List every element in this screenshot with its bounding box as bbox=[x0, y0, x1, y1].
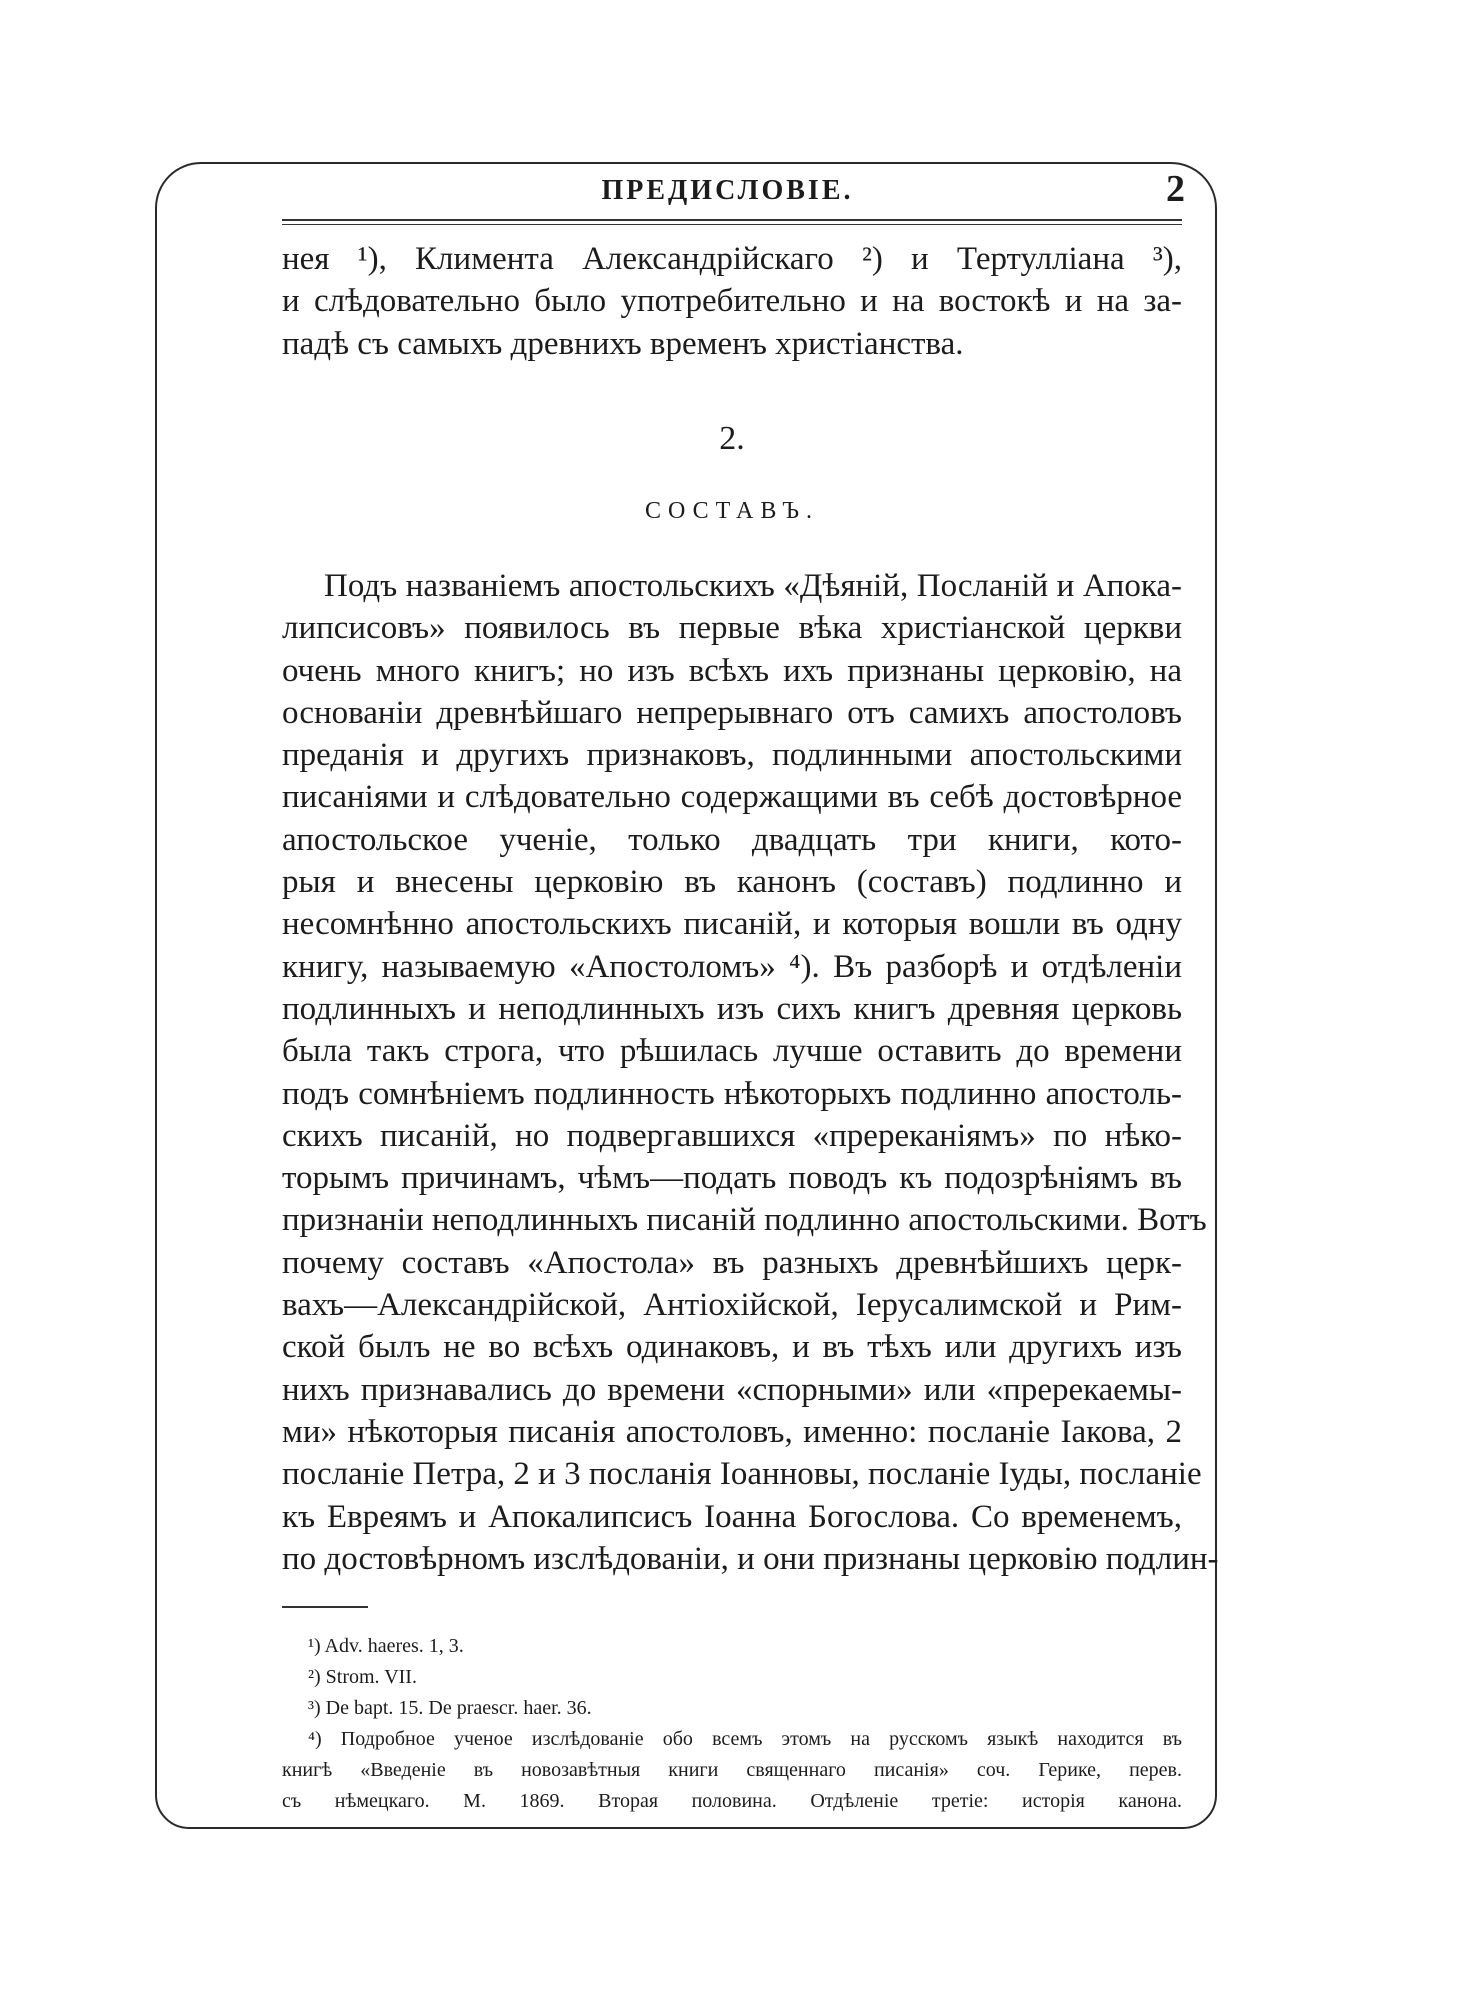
footnote-4-cont: книгѣ «Введеніе въ новозавѣтныя книги священнаго писанія» соч. Герике, перев. bbox=[282, 1759, 1182, 1781]
text-line: была такъ строга, что рѣшилась лучше оставить до времени bbox=[282, 1033, 1182, 1070]
body-paragraph bbox=[282, 565, 1219, 1580]
text-line: очень много книгъ; но изъ всѣхъ ихъ признаны церковію, на bbox=[282, 652, 1182, 689]
text-line: торымъ причинамъ, чѣмъ—подать поводъ къ подозрѣніямъ въ bbox=[282, 1160, 1182, 1197]
footnote-rule bbox=[282, 1606, 368, 1608]
text-line: апостольское ученіе, только двадцать три книги, кото- bbox=[282, 821, 1182, 858]
text-line: къ Евреямъ и Апокалипсисъ Іоанна Богослова. Со временемъ, bbox=[282, 1498, 1182, 1535]
text-line: подъ сомнѣніемъ подлинность нѣкоторыхъ подлинно апостоль- bbox=[282, 1075, 1182, 1112]
page-number: 2 bbox=[1166, 168, 1185, 210]
text-line: рыя и внесены церковію въ канонъ (составъ) подлинно и bbox=[282, 864, 1182, 901]
footnote-4: ⁴) Подробное ученое изслѣдованіе обо всемъ этомъ на русскомъ языкѣ находится въ bbox=[308, 1728, 1182, 1750]
text-line: ской былъ не во всѣхъ одинаковъ, и въ тѣхъ или другихъ изъ bbox=[282, 1329, 1182, 1366]
text-line: скихъ писаній, но подвергавшихся «пререканіямъ» по нѣко- bbox=[282, 1117, 1182, 1154]
text-line: книгу, называемую «Апостоломъ» ⁴). Въ разборѣ и отдѣленіи bbox=[282, 948, 1182, 985]
text-line: Подъ названіемъ апостольскихъ «Дѣяній, Посланій и Апока- bbox=[324, 568, 1182, 604]
text-line: падѣ съ самыхъ древнихъ временъ христіанства. bbox=[282, 325, 964, 362]
running-title: ПРЕДИСЛОВІЕ. bbox=[601, 175, 854, 206]
text-line: посланіе Петра, 2 и 3 посланія Іоанновы, посланіе Іуды, посланіе bbox=[282, 1456, 1202, 1493]
text-line: признаніи неподлинныхъ писаній подлинно апостольскими. Вотъ bbox=[282, 1202, 1207, 1239]
text-line: писаніями и слѣдовательно содержащими въ себѣ достовѣрное bbox=[282, 779, 1182, 816]
header-rule-thin bbox=[282, 224, 1182, 225]
footnote-3: ³) De bapt. 15. De praescr. haer. 36. bbox=[308, 1697, 592, 1719]
text-line: почему составъ «Апостола» въ разныхъ древнѣйшихъ церк- bbox=[282, 1244, 1182, 1281]
section-title: СОСТАВЪ. bbox=[644, 498, 820, 524]
header-rule bbox=[282, 219, 1182, 221]
text-line: вахъ—Александрійской, Антіохійской, Іерусалимской и Рим- bbox=[282, 1287, 1182, 1324]
footnote-2: ²) Strom. VII. bbox=[308, 1666, 417, 1688]
text-line: несомнѣнно апостольскихъ писаній, и которыя вошли въ одну bbox=[282, 906, 1182, 943]
footnote-4-cont: съ нѣмецкаго. М. 1869. Вторая половина. Отдѣленіе третіе: исторія канона. bbox=[282, 1790, 1182, 1812]
running-header bbox=[270, 168, 1185, 215]
text-line: нихъ признавались до времени «спорными» или «пререкаемы- bbox=[282, 1371, 1182, 1408]
text-line: липсисовъ» появилось въ первые вѣка христіанской церкви bbox=[282, 610, 1182, 647]
text-line: основаніи древнѣйшаго непрерывнаго отъ самихъ апостоловъ bbox=[282, 694, 1182, 731]
text-line: подлинныхъ и неподлинныхъ изъ сихъ книгъ древняя церковь bbox=[282, 990, 1182, 1027]
footnote-1: ¹) Adv. haeres. 1, 3. bbox=[308, 1635, 464, 1657]
text-line: преданія и другихъ признаковъ, подлинными апостольскими bbox=[282, 737, 1182, 774]
text-line: и слѣдовательно было употребительно и на востокѣ и на за- bbox=[282, 283, 1182, 320]
intro-paragraph bbox=[282, 238, 1182, 365]
text-line: нея ¹), Климента Александрійскаго ²) и Тертулліана ³), bbox=[282, 241, 1182, 277]
footnotes bbox=[282, 1631, 1182, 1817]
text-line: ми» нѣкоторыя писанія апостоловъ, именно: посланіе Іакова, 2 bbox=[282, 1413, 1182, 1450]
section-number: 2. bbox=[719, 420, 745, 457]
text-line: по достовѣрномъ изслѣдованіи, и они признаны церковію подлин- bbox=[282, 1540, 1219, 1577]
